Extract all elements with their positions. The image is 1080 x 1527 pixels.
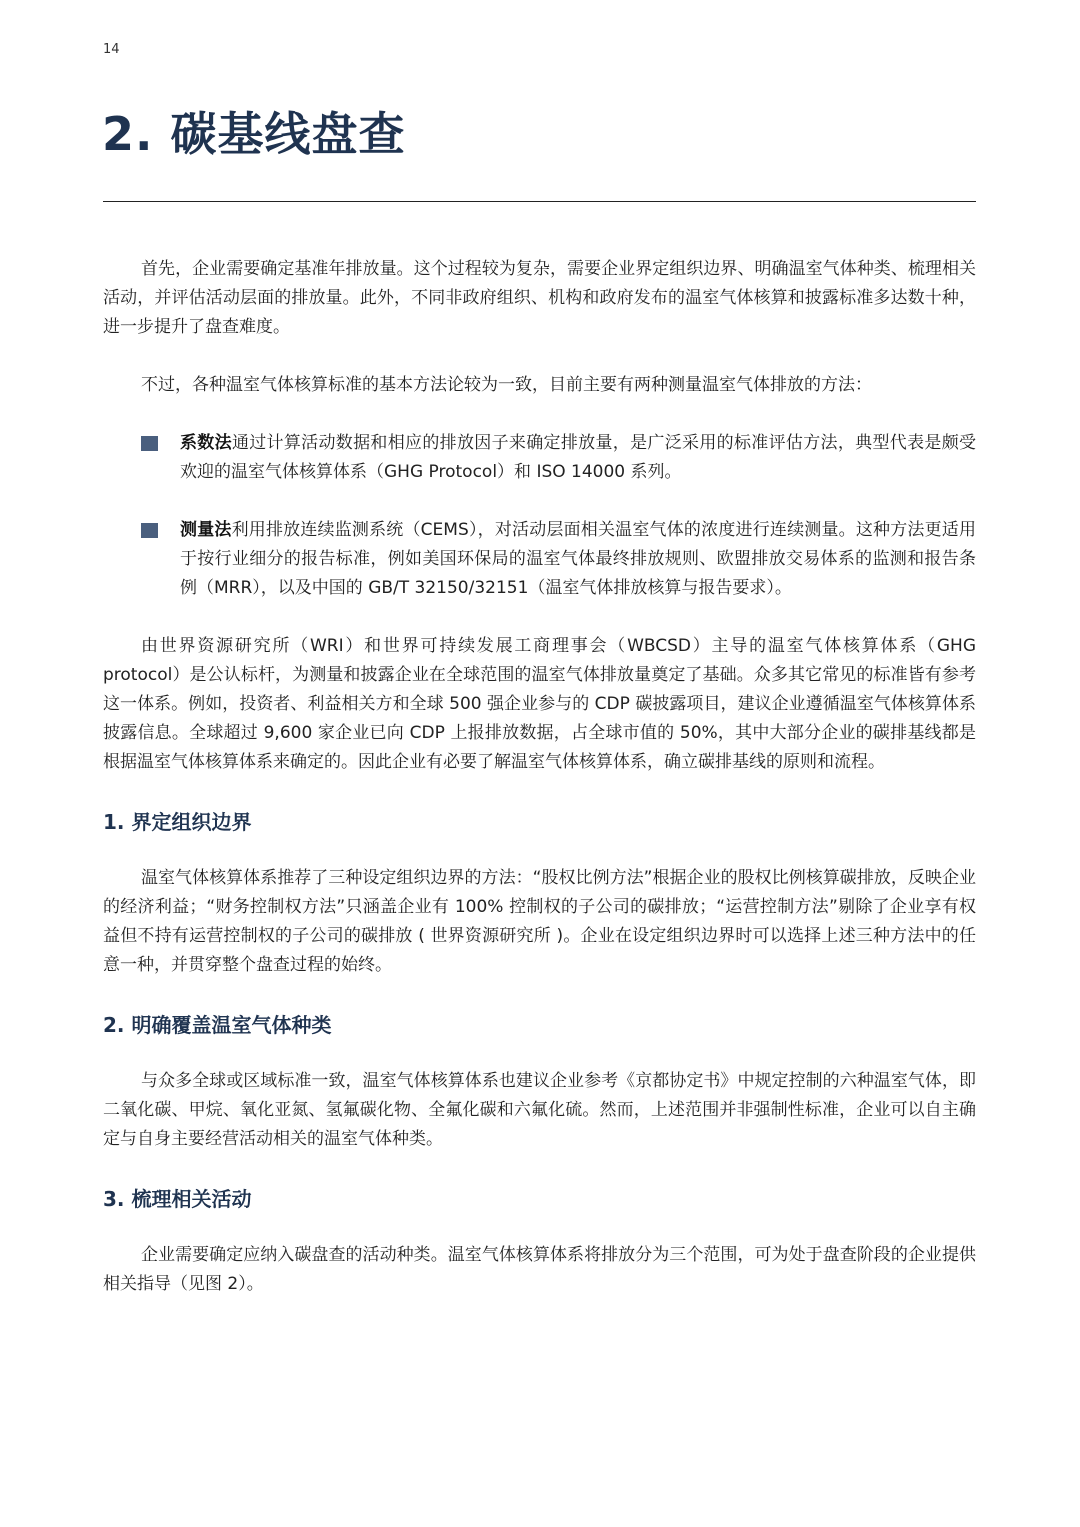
square-bullet-icon — [141, 523, 158, 538]
page-number: 14 — [103, 42, 120, 57]
bullet-item-coefficient-method — [103, 429, 976, 487]
section-body-organizational-boundary: 温室气体核算体系推荐了三种设定组织边界的方法：“股权比例方法”根据企业的股权比例核算碳排放，反映企业的经济利益；“财务控制权方法”只涵盖企业有 100% 控制权的子公司的碳排放；“运营控制方法”剔除了企业享有权益但不持有运营控制权的子公司的碳排放 ( 世界资源研究所 )。企业在设定组织边界时可以选择上述三种方法中的任意一种，并贯穿整个盘查过程的始终。 — [103, 868, 976, 975]
bullet-description: 利用排放连续监测系统（CEMS），对活动层面相关温室气体的浓度进行连续测量。这种方法更适用于按行业细分的报告标准，例如美国环保局的温室气体最终排放规则、欧盟排放交易体系的监测和报告条例（MRR），以及中国的 GB/T 32150/32151（温室气体排放核算与报告要求）。 — [180, 520, 976, 598]
intro-paragraph-1: 首先，企业需要确定基准年排放量。这个过程较为复杂，需要企业界定组织边界、明确温室气体种类、梳理相关活动，并评估活动层面的排放量。此外，不同非政府组织、机构和政府发布的温室气体核算和披露标准多达数十种，进一步提升了盘查难度。 — [103, 259, 976, 337]
bullet-text — [180, 429, 976, 487]
section-body-ghg-types: 与众多全球或区域标准一致，温室气体核算体系也建议企业参考《京都协定书》中规定控制的六种温室气体，即二氧化碳、甲烷、氧化亚氮、氢氟碳化物、全氟化碳和六氟化硫。然而，上述范围并非强制性标准，企业可以自主确定与自身主要经营活动相关的温室气体种类。 — [103, 1071, 976, 1149]
wri-paragraph: 由世界资源研究所（WRI）和世界可持续发展工商理事会（WBCSD）主导的温室气体核算体系（GHG protocol）是公认标杆，为测量和披露企业在全球范围的温室气体排放量奠定了基础。众多其它常见的标准皆有参考这一体系。例如，投资者、利益相关方和全球 500 强企业参与的 CDP 碳披露项目，建议企业遵循温室气体核算体系披露信息。全球超过 9,600 家企业已向 CDP 上报排放数据，占全球市值的 50%，其中大部分企业的碳排基线都是根据温室气体核算体系来确定的。因此企业有必要了解温室气体核算体系，确立碳排基线的原则和流程。 — [103, 636, 976, 772]
intro-paragraph-2: 不过，各种温室气体核算标准的基本方法论较为一致，目前主要有两种测量温室气体排放的方法： — [141, 375, 872, 395]
section-heading-activities: 3. 梳理相关活动 — [103, 1187, 252, 1211]
title-divider — [103, 201, 976, 202]
square-bullet-icon — [141, 436, 158, 451]
section-heading-ghg-types: 2. 明确覆盖温室气体种类 — [103, 1013, 332, 1037]
bullet-text — [180, 516, 976, 603]
page-title: 2. 碳基线盘查 — [102, 107, 406, 161]
section-heading-organizational-boundary: 1. 界定组织边界 — [103, 810, 252, 834]
bullet-term: 系数法 — [180, 433, 232, 453]
page-content — [103, 255, 976, 1299]
bullet-term: 测量法 — [180, 520, 232, 540]
bullet-description: 通过计算活动数据和相应的排放因子来确定排放量，是广泛采用的标准评估方法，典型代表是颇受欢迎的温室气体核算体系（GHG Protocol）和 ISO 14000 系列。 — [180, 433, 977, 482]
section-body-activities: 企业需要确定应纳入碳盘查的活动种类。温室气体核算体系将排放分为三个范围，可为处于盘查阶段的企业提供相关指导（见图 2）。 — [103, 1245, 976, 1294]
bullet-item-measurement-method — [103, 516, 976, 603]
